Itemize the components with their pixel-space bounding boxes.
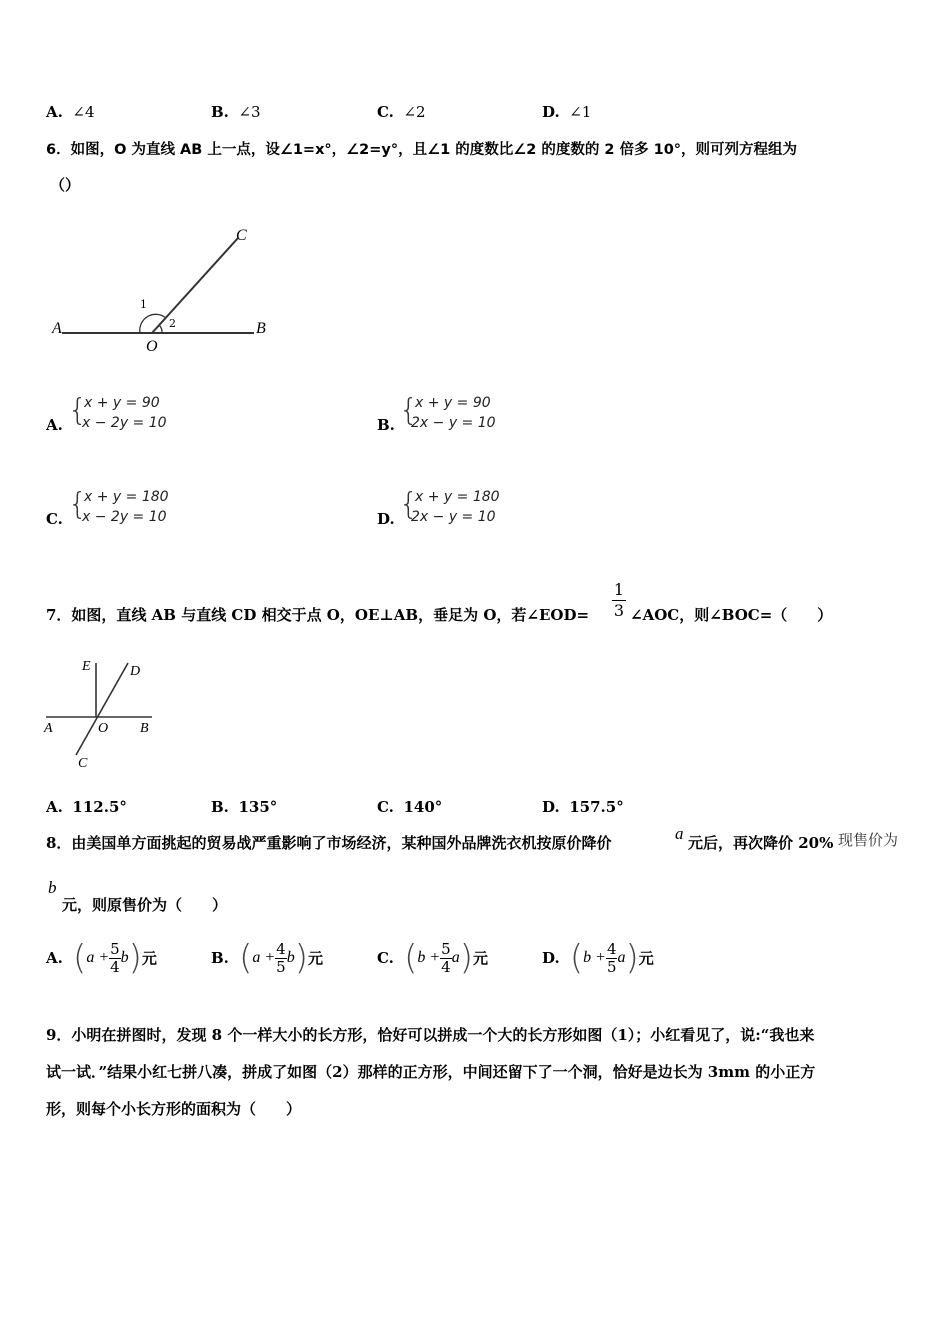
q7-frac-num: 1 (613, 580, 625, 599)
q7-option-a: A. 112.5° (46, 798, 127, 816)
label-1: 1 (140, 298, 147, 311)
q8-stem-part3: 现售价为 (838, 831, 899, 849)
ray-oc (152, 238, 238, 333)
label-o: O (98, 721, 109, 736)
q7-option-b: B. 135° (211, 798, 278, 816)
label-c: C (78, 756, 88, 771)
q8-option-a: A. (a + $\frac{5}{4}$ b)元 (46, 938, 157, 978)
label-d: D (130, 664, 141, 679)
q7-figure (40, 655, 170, 773)
q6-stem-line2: （） (50, 176, 81, 194)
q7-frac-den: 3 (613, 601, 625, 620)
label-c: C (236, 227, 247, 244)
q6-figure (48, 218, 278, 358)
q7-stem-suffix: ∠AOC，则∠BOC=（ ） (630, 606, 833, 624)
q5-option-b: B. ∠3 (211, 103, 261, 121)
q8-var-a: a (675, 824, 684, 843)
q8-stem-line2: 元，则原售价为（ ） (62, 896, 228, 914)
label-2: 2 (169, 317, 176, 330)
q8-stem-part2: 元后，再次降价 20% (688, 834, 834, 852)
angle-2-arc (159, 325, 162, 333)
q9-stem-line2: 试一试．”结果小红七拼八凑，拼成了如图（2）那样的正方形，中间还留下了一个洞，恰好是边长为 3mm 的小正方 (46, 1063, 816, 1081)
q8-option-b: B. (a + $\frac{4}{5}$ b)元 (211, 938, 323, 978)
q8-stem-part1: 8．由美国单方面挑起的贸易战严重影响了市场经济，某种国外品牌洗衣机按原价降价 (46, 834, 612, 852)
label-a: A (44, 721, 53, 736)
label-b: B (140, 721, 149, 736)
q8-var-b: b (48, 878, 57, 897)
q9-stem-line3: 形，则每个小长方形的面积为（ ） (46, 1100, 302, 1118)
q5-option-a: A. ∠4 (46, 103, 95, 121)
label-o: O (146, 338, 158, 355)
q7-fraction (612, 580, 626, 621)
q7-stem-prefix: 7．如图，直线 AB 与直线 CD 相交于点 O，OE⊥AB，垂足为 O，若∠EOD= (46, 606, 590, 624)
line-cd (76, 663, 128, 755)
q7-option-c: C. 140° (377, 798, 443, 816)
q7-option-d: D. 157.5° (542, 798, 624, 816)
label-b: B (256, 320, 266, 337)
label-a: A (52, 320, 62, 337)
q5-option-d: D. ∠1 (542, 103, 592, 121)
q9-stem-line1: 9．小明在拼图时，发现 8 个一样大小的长方形，恰好可以拼成一个大的长方形如图（1）；小红看见了，说:“我也来 (46, 1026, 815, 1044)
q6-stem-line1: 6．如图，O 为直线 AB 上一点，设∠1=x°，∠2=y°，且∠1 的度数比∠2 的度数的 2 倍多 10°，则可列方程组为 (46, 142, 798, 158)
q8-option-d: D. (b + $\frac{4}{5}$ a)元 (542, 938, 654, 978)
label-e: E (82, 659, 91, 674)
q8-option-c: C. (b + $\frac{5}{4}$ a)元 (377, 938, 488, 978)
q5-option-c: C. ∠2 (377, 103, 426, 121)
